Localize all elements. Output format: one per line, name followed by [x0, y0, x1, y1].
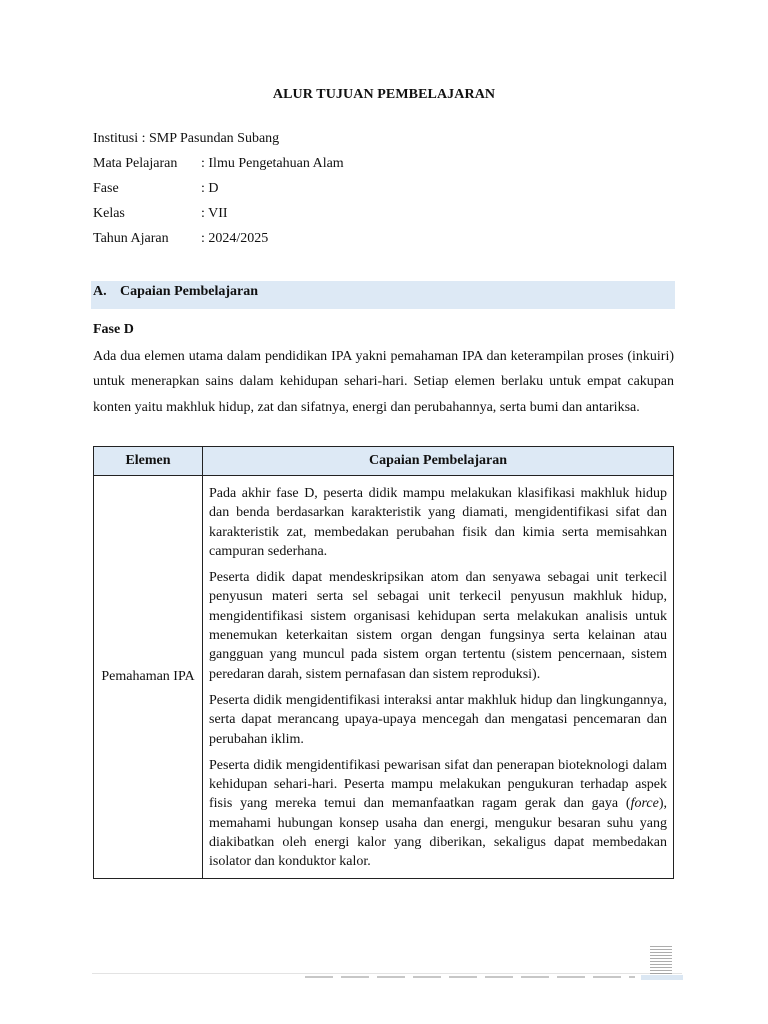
mapel-value: : Ilmu Pengetahuan Alam	[201, 156, 344, 171]
institusi-row	[93, 130, 344, 155]
section-heading-bar	[91, 281, 675, 309]
capaian-table	[93, 446, 674, 879]
force-term: force	[630, 796, 659, 812]
table-row	[94, 476, 674, 879]
kelas-row	[93, 205, 344, 230]
identity-block	[93, 130, 344, 255]
fase-label: Fase	[93, 181, 119, 196]
section-letter: A.	[93, 284, 107, 299]
intro-paragraph: Ada dua elemen utama dalam pendidikan IPA yakni pemahaman IPA dan keterampilan proses (inkuiri) untuk menerapkan sains dalam kehidupan sehari-hari. Setiap elemen berlaku untuk empat cakupan konten yaitu makhluk hidup, zat dan sifatnya, energi dan perubahannya, serta bumi dan antariksa.	[93, 349, 674, 415]
header-elemen: Elemen	[94, 447, 203, 476]
footer-divider	[92, 973, 682, 974]
cell-capaian	[203, 476, 674, 879]
mapel-label: Mata Pelajaran	[93, 156, 178, 171]
kelas-value: : VII	[201, 206, 228, 221]
mapel-row	[93, 155, 344, 180]
footer-faded-text	[305, 976, 635, 978]
capaian-paragraph-4	[209, 756, 667, 872]
institusi-text: Institusi : SMP Pasundan Subang	[93, 131, 280, 146]
capaian-paragraph-2: Peserta didik dapat mendeskripsikan atom dan senyawa sebagai unit terkecil penyusun materi serta sel sebagai unit terkecil penyusun makhluk hidup, mengidentifikasi sistem organisasi kehidupan serta melakukan analisis untuk menemukan keterkaitan sistem organ dengan fungsinya serta kelainan atau gangguan yang muncul pada sistem organ tertentu (sistem pencernaan, sistem peredaran darah, sistem pernafasan dan sistem reproduksi).	[209, 570, 667, 682]
kelas-label: Kelas	[93, 206, 125, 221]
fase-heading: Fase D	[93, 322, 134, 337]
section-heading	[93, 284, 258, 300]
table-header-row	[94, 447, 674, 476]
tahun-row	[93, 230, 344, 255]
fase-row	[93, 180, 344, 205]
capaian-paragraph-4-part-b: ), memahami hubungan konsep usaha dan energi, mengukur besaran suhu yang diakibatkan oleh energi kalor yang diberikan, sekaligus dapat membedakan isolator dan konduktor kalor.	[209, 796, 667, 870]
header-capaian: Capaian Pembelajaran	[203, 447, 674, 476]
capaian-paragraph-4-part-a: Peserta didik mengidentifikasi pewarisan sifat dan penerapan bioteknologi dalam kehidupan sehari-hari. Peserta mampu melakukan pengukuran terhadap aspek fisis yang mereka temui dan memanfaatkan ragam gerak dan gaya (	[209, 757, 667, 812]
footer-badge	[641, 975, 683, 980]
document-title: ALUR TUJUAN PEMBELAJARAN	[272, 87, 496, 102]
tahun-value: : 2024/2025	[201, 231, 269, 246]
document-stack-icon	[650, 946, 672, 974]
capaian-paragraph-3: Peserta didik mengidentifikasi interaksi antar makhluk hidup dan lingkungannya, serta dapat merancang upaya-upaya mencegah dan mengatasi pencemaran dan perubahan iklim.	[209, 692, 667, 747]
tahun-label: Tahun Ajaran	[93, 231, 169, 246]
capaian-paragraph-1: Pada akhir fase D, peserta didik mampu melakukan klasifikasi makhluk hidup dan benda berdasarkan karakteristik yang diamati, mengidentifikasi sifat dan karakteristik zat, membedakan perubahan fisik dan kimia serta memisahkan campuran sederhana.	[209, 486, 667, 559]
cell-elemen: Pemahaman IPA	[94, 476, 203, 879]
fase-value: : D	[201, 181, 219, 196]
section-title: Capaian Pembelajaran	[120, 284, 259, 299]
